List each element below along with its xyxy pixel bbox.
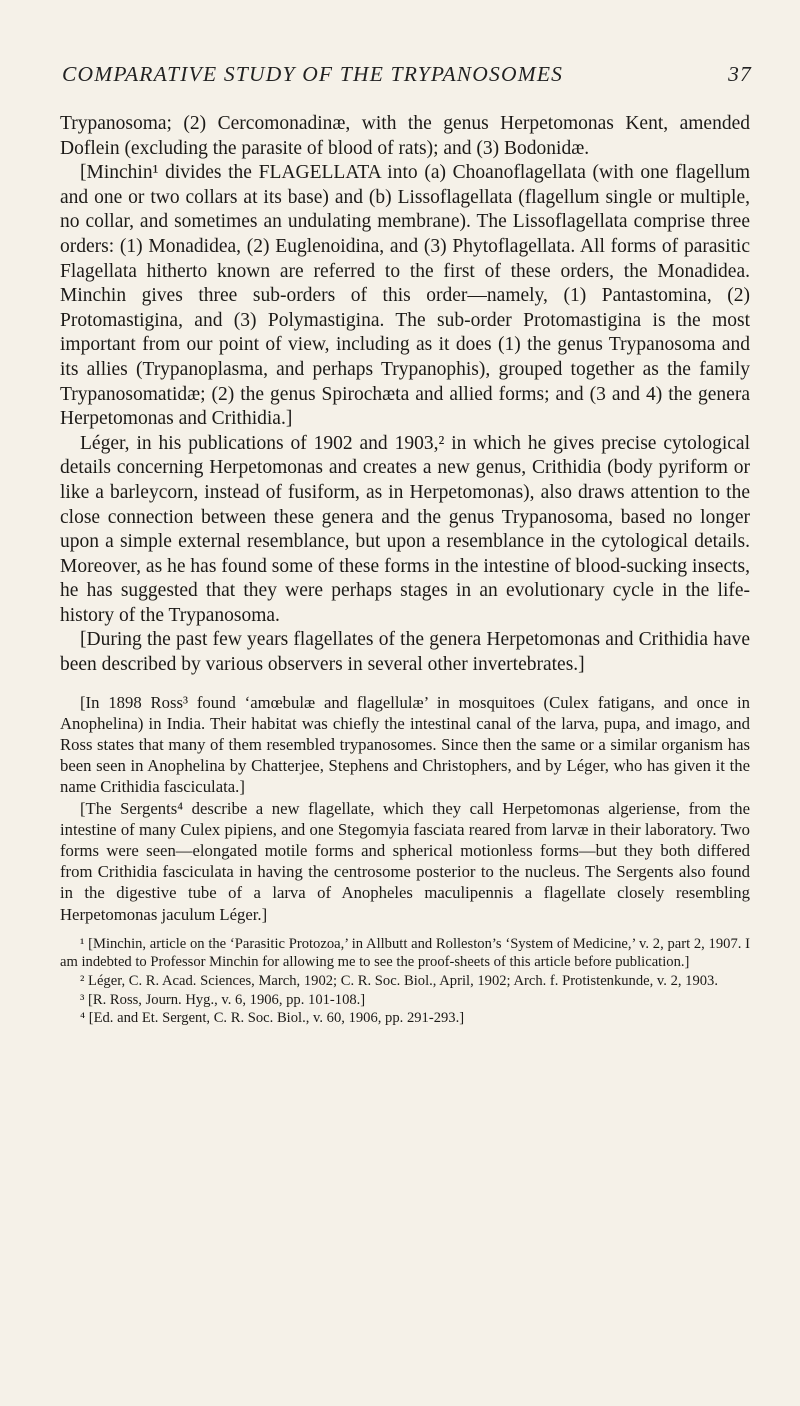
paragraph: [During the past few years flagellates of the genera Herpetomonas and Crithidia have been described by various observers in several other invertebrates.]: [60, 629, 750, 676]
page-number: 37: [728, 62, 752, 86]
footnote: ³ [R. Ross, Journ. Hyg., v. 6, 1906, pp. 101-108.]: [80, 991, 366, 1008]
paragraph: [In 1898 Ross³ found ‘amœbulæ and flagellulæ’ in mosquitoes (Culex fatigans, and once in Anophelina) in India. Their habitat was chiefly the intestinal canal of the larva, pupa, and imago, and Ross states that many of them resembled trypanosomes. Since then the same or a similar organism has been seen in Anophelina by Chatterjee, Stephens and Christophers, and by Léger, who has given it the name Crithidia fasciculata.]: [60, 692, 750, 797]
paragraph: [The Sergents⁴ describe a new flagellate, which they call Herpetomonas algeriense, from the intestine of many Culex pipiens, and one Stegomyia fasciata reared from larvæ in their laboratory. Two forms were seen—elongated motile forms and spherical motionless forms—but they both differed from Crithidia fasciculata in having the centrosome posterior to the nucleus. The Sergents also found in the digestive tube of a larva of Anopheles maculipennis a flagellate closely resembling Herpetomonas jaculum Léger.]: [60, 798, 750, 924]
paragraph: [Minchin¹ divides the FLAGELLATA into (a) Choanoflagellata (with one flagellum and one or two collars at its base) and (b) Lissoflagellata (flagellum single or multiple, no collar, and sometimes an undulating membrane). The Lissoflagellata comprise three orders: (1) Monadidea, (2) Euglenoidina, and (3) Phytoflagellata. All forms of parasitic Flagellata hitherto known are referred to the first of these orders, the Monadidea. Minchin gives three sub-orders of this order—namely, (1) Pantastomina, (2) Protomastigina, and (3) Polymastigina. The sub-order Protomastigina is the most important from our point of view, including as it does (1) the genus Trypanosoma and its allies (Trypanoplasma, and perhaps Trypanophis), grouped together as the family Trypanosomatidæ; (2) the genus Spirochæta and allied forms; and (3 and 4) the genera Herpetomonas and Crithidia.]: [60, 162, 750, 430]
footnote: ² Léger, C. R. Acad. Sciences, March, 1902; C. R. Soc. Biol., April, 1902; Arch. f. Protistenkunde, v. 2, 1903.: [80, 973, 719, 990]
running-head: [62, 62, 752, 87]
paragraph: Trypanosoma; (2) Cercomonadinæ, with the genus Herpetomonas Kent, amended Doflein (excluding the parasite of blood of rats); and (3) Bodonidæ.: [60, 113, 750, 159]
page-body: [60, 112, 750, 1028]
main-text: [60, 112, 750, 678]
small-text: [60, 692, 750, 925]
footnote: ¹ [Minchin, article on the ‘Parasitic Protozoa,’ in Allbutt and Rolleston’s ‘System of Medicine,’ v. 2, part 2, 1907. I am indebted to Professor Minchin for allowing me to see the proof-sheets of this article before publication.]: [60, 935, 750, 971]
footnote: ⁴ [Ed. and Et. Sergent, C. R. Soc. Biol., v. 60, 1906, pp. 291-293.]: [80, 1010, 465, 1027]
footnotes: [60, 935, 750, 1028]
running-head-title: COMPARATIVE STUDY OF THE TRYPANOSOMES: [62, 62, 564, 86]
paragraph: Léger, in his publications of 1902 and 1903,² in which he gives precise cytological details concerning Herpetomonas and creates a new genus, Crithidia (body pyriform or like a barleycorn, instead of fusiform, as in Herpetomonas), also draws attention to the close connection between these genera and the genus Trypanosoma, based no longer upon a simple external resemblance, but upon a resemblance in the cytological details. Moreover, as he has found some of these forms in the intestine of blood-sucking insects, he has suggested that they were perhaps stages in an evolutionary cycle in the life-history of the Trypanosoma.: [60, 432, 750, 626]
